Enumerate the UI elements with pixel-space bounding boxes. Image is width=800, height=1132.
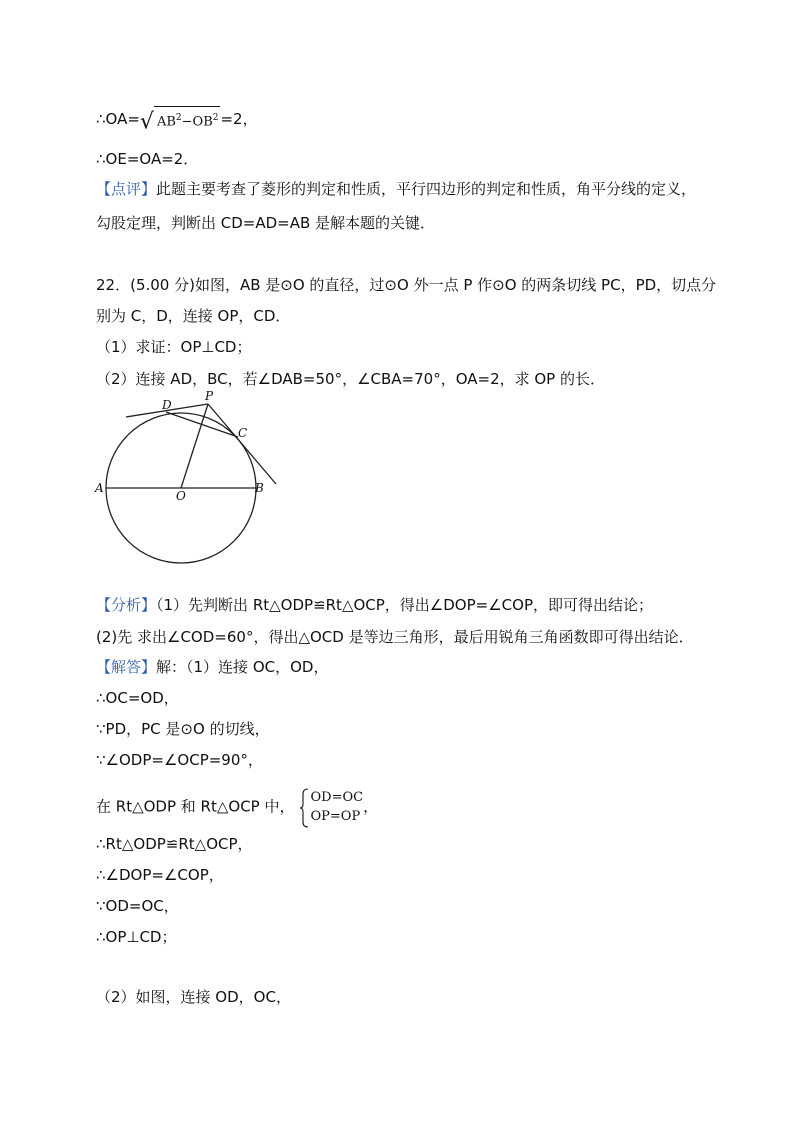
system-row-1: OD=OC	[310, 790, 364, 805]
equation-oa	[96, 106, 258, 133]
tangent-pc	[208, 404, 276, 484]
question-22-part-1: （1）求证：OP⊥CD；	[96, 338, 252, 356]
label-c: C	[238, 426, 248, 440]
rad-ob: −OB	[181, 114, 213, 130]
step-3: ∵∠ODP=∠OCP=90°，	[96, 751, 263, 769]
step-9: （2）如图，连接 OD，OC，	[96, 988, 291, 1006]
comment-tag: 【点评】	[96, 180, 157, 198]
equation-oe: ∴OE=OA=2．	[96, 150, 199, 168]
exp-b: 2	[212, 113, 219, 123]
segment-op	[181, 404, 208, 488]
analysis-line-2: (2)先 求出∠COD=60°，得出△OCD 是等边三角形，最后用锐角三角函数即可得出结论．	[96, 628, 694, 646]
question-22-line-2: 别为 C，D，连接 OP，CD．	[96, 307, 291, 325]
answer-text-1: 解：（1）连接 OC，OD，	[156, 658, 329, 676]
comment-line-2: 勾股定理，判断出 CD=AD=AB 是解本题的关键．	[96, 214, 436, 232]
eq-prefix: ∴OA=	[96, 110, 140, 129]
step-6: ∴∠DOP=∠COP，	[96, 866, 224, 884]
eq-suffix: =2，	[220, 110, 258, 129]
sqrt-expression: √ $AB^2-OB^2$	[140, 106, 221, 133]
system-row-2: OP=OP	[310, 809, 361, 824]
question-22-part-2: （2）连接 AD，BC，若∠DAB=50°，∠CBA=70°，OA=2，求 OP 的长．	[96, 370, 605, 388]
step-4-text: 在 Rt△ODP 和 Rt△OCP 中，	[96, 797, 295, 816]
step-4-tail: ，	[363, 797, 379, 816]
label-p: P	[205, 389, 214, 403]
answer-line-1	[96, 656, 328, 678]
comment-text: 此题主要考查了菱形的判定和性质，平行四边形的判定和性质，角平分线的定义，	[156, 180, 697, 198]
analysis-line-1	[96, 594, 653, 616]
step-2: ∵PD，PC 是⊙O 的切线，	[96, 720, 270, 738]
label-o: O	[176, 489, 186, 503]
brace-icon	[300, 788, 310, 828]
label-a: A	[95, 481, 104, 495]
label-d: D	[162, 398, 172, 412]
step-8: ∴OP⊥CD；	[96, 928, 177, 946]
equation-system	[300, 788, 363, 826]
analysis-text-1: （1）先判断出 Rt△ODP≌Rt△OCP，得出∠DOP=∠COP，即可得出结论；	[156, 596, 653, 614]
exp-a: 2	[175, 113, 182, 123]
rad-ab: AB	[156, 114, 176, 130]
answer-tag: 【解答】	[96, 658, 157, 676]
analysis-tag: 【分析】	[96, 596, 157, 614]
step-1: ∴OC=OD，	[96, 689, 179, 707]
comment-line-1	[96, 178, 696, 200]
geometry-figure	[0, 380, 320, 580]
step-5: ∴Rt△ODP≌Rt△OCP，	[96, 835, 253, 853]
step-4	[96, 788, 378, 826]
label-b: B	[255, 481, 264, 495]
step-7: ∵OD=OC，	[96, 897, 179, 915]
question-22-line-1: 22．(5.00 分)如图，AB 是⊙O 的直径，过⊙O 外一点 P 作⊙O 的两条切线 PC，PD，切点分	[96, 276, 717, 294]
